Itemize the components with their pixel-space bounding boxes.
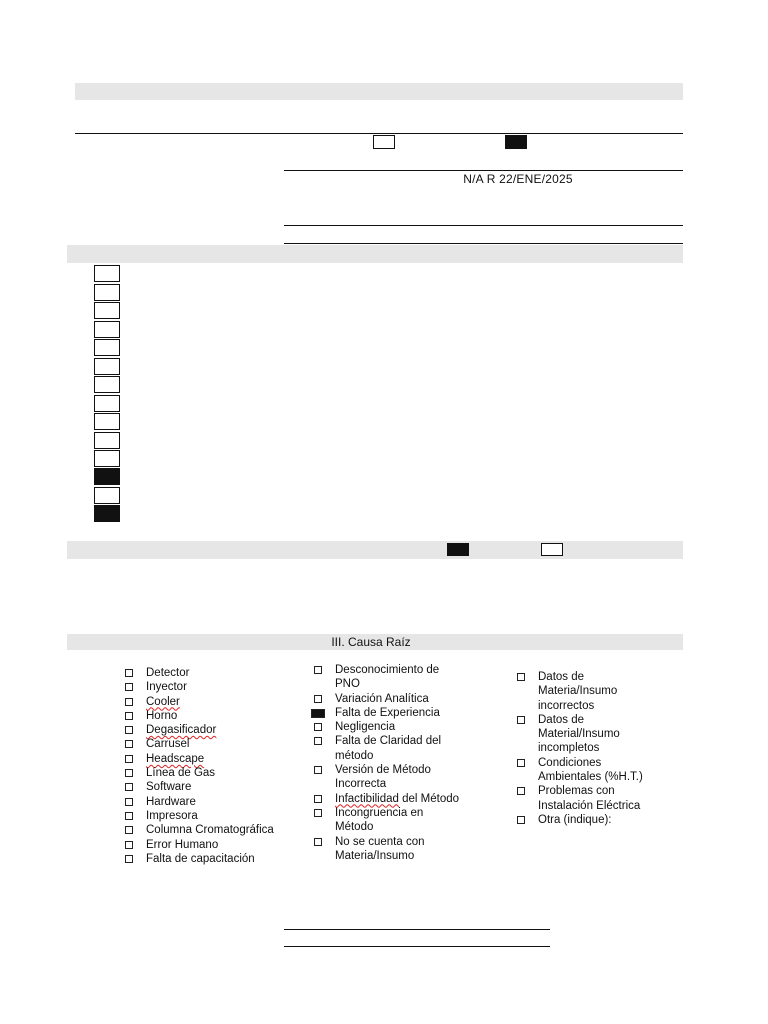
root-cause-option-label: Condiciones Ambientales (%H.T.) [538,756,643,784]
root-cause-option[interactable] [122,695,282,709]
root-cause-option-label: Línea de Gas [146,767,216,780]
root-cause-option-label: Hardware [146,795,196,808]
root-cause-option-label: Problemas con Instalación Eléctrica [538,785,641,812]
root-cause-option-label: Falta de Claridad del método [335,735,442,762]
category-checkbox[interactable] [94,450,120,467]
root-cause-option[interactable] [122,666,282,680]
checkbox-icon[interactable] [125,726,133,734]
root-cause-option[interactable] [122,680,282,694]
root-cause-option-label: Detector [146,667,190,679]
root-cause-option-label: Otra (indique): [538,813,612,826]
checkbox-icon[interactable] [314,795,322,803]
root-cause-option[interactable] [514,713,664,756]
root-cause-option[interactable] [311,792,461,806]
root-cause-option[interactable] [514,813,664,827]
category-checkbox[interactable] [94,376,120,393]
section-band-2 [67,245,683,263]
root-cause-option[interactable] [122,809,282,823]
top-checkbox-1[interactable] [373,135,395,149]
root-cause-option[interactable] [311,720,461,734]
category-checkbox[interactable] [94,358,120,375]
category-checkbox[interactable] [94,321,120,338]
root-cause-option-label: Cooler [146,695,180,708]
root-cause-option-label: Falta de Experiencia [335,706,440,719]
checkbox-icon[interactable] [517,816,525,824]
category-checkbox[interactable] [94,302,120,319]
root-cause-option[interactable] [122,838,282,852]
checkbox-icon[interactable] [311,709,325,718]
root-cause-option[interactable] [311,692,461,706]
header-rule [75,133,683,134]
root-cause-option-label: Desconocimiento de PNO [335,664,440,691]
checkbox-icon[interactable] [125,712,133,720]
category-checkbox[interactable] [94,284,120,301]
root-cause-option-label: Impresora [146,809,198,822]
root-cause-option-label: Software [146,781,192,794]
checkbox-icon[interactable] [125,798,133,806]
root-cause-option[interactable] [122,752,282,766]
top-checkbox-2[interactable] [505,135,527,149]
root-cause-option[interactable] [122,852,282,866]
checkbox-icon[interactable] [314,737,322,745]
checkbox-icon[interactable] [125,740,133,748]
root-cause-option[interactable] [311,763,461,792]
root-cause-option-label: Horno [146,709,178,722]
root-cause-option[interactable] [311,806,461,835]
checkbox-icon[interactable] [125,769,133,777]
checkbox-icon[interactable] [517,673,525,681]
checkbox-icon[interactable] [125,755,133,763]
root-cause-option-label: Carrusel [146,738,190,751]
root-cause-option[interactable] [514,670,664,713]
root-cause-option-label: Columna Cromatográfica [146,824,274,837]
root-cause-option[interactable] [311,734,461,763]
mid-checkbox-1[interactable] [447,543,469,556]
root-cause-option-label: Degasificador [146,724,217,737]
signature-rule-2 [284,946,550,947]
root-cause-option[interactable] [122,709,282,723]
root-cause-option-label: Datos de Material/Insumo incompletos [538,713,620,755]
checkbox-icon[interactable] [517,759,525,767]
header-band [75,83,683,100]
record-value: N/A R 22/ENE/2025 [463,172,573,186]
root-cause-column-2 [311,663,461,863]
root-cause-option[interactable] [514,756,664,785]
root-cause-option-label: Error Humano [146,838,219,851]
record-rule-mid [284,225,683,226]
root-cause-option-label: Datos de Materia/Insumo incorrectos [538,671,618,712]
category-checkbox[interactable] [94,432,120,449]
root-cause-option[interactable] [311,835,461,864]
checkbox-icon[interactable] [314,723,322,731]
checkbox-icon[interactable] [125,783,133,791]
root-cause-option[interactable] [122,737,282,751]
root-cause-option[interactable] [122,766,282,780]
category-checkbox[interactable] [94,413,120,430]
checkbox-icon[interactable] [125,698,133,706]
mid-checkbox-2[interactable] [541,543,563,556]
record-rule-top [284,170,683,171]
checkbox-icon[interactable] [314,809,322,817]
category-checkbox[interactable] [94,468,120,485]
root-cause-option-label: Inyector [146,681,187,694]
checkbox-icon[interactable] [314,766,322,774]
root-cause-column-3 [514,670,664,827]
category-checkbox[interactable] [94,505,120,522]
checkbox-icon[interactable] [125,812,133,820]
checkbox-icon[interactable] [314,666,322,674]
checkbox-icon[interactable] [125,826,133,834]
record-rule-bottom [284,243,683,244]
checkbox-icon[interactable] [125,683,133,691]
root-cause-option-label: Versión de Método Incorrecta [335,764,431,791]
root-cause-option[interactable] [514,784,664,813]
root-cause-option[interactable] [311,706,461,720]
root-cause-column-1 [122,666,282,866]
root-cause-option[interactable] [122,823,282,837]
checkbox-icon[interactable] [314,838,322,846]
checkbox-icon[interactable] [125,669,133,677]
root-cause-header [67,634,683,650]
root-cause-option[interactable] [122,795,282,809]
category-checkbox[interactable] [94,265,120,282]
category-checkbox[interactable] [94,395,120,412]
root-cause-option[interactable] [122,723,282,737]
category-checkbox[interactable] [94,339,120,356]
checkbox-icon[interactable] [314,695,322,703]
checkbox-icon[interactable] [125,841,133,849]
root-cause-option-label: Incongruencia en Método [335,806,424,834]
category-checkbox[interactable] [94,487,120,504]
root-cause-option-label: Headscape [146,752,205,765]
root-cause-option-label: Falta de capacitación [146,852,255,865]
root-cause-option[interactable] [311,663,461,692]
root-cause-title: III. Causa Raíz [331,635,411,649]
root-cause-option-label: Negligencia [335,721,396,734]
checkbox-icon[interactable] [517,716,525,724]
checkbox-icon[interactable] [517,787,525,795]
root-cause-option-label: Infactibilidad del Método [335,792,460,805]
section-band-3 [67,541,683,559]
signature-rule-1 [284,929,550,930]
root-cause-option[interactable] [122,780,282,794]
root-cause-option-label: Variación Analítica [335,692,429,705]
root-cause-option-label: No se cuenta con Materia/Insumo [335,835,425,862]
checkbox-icon[interactable] [125,855,133,863]
